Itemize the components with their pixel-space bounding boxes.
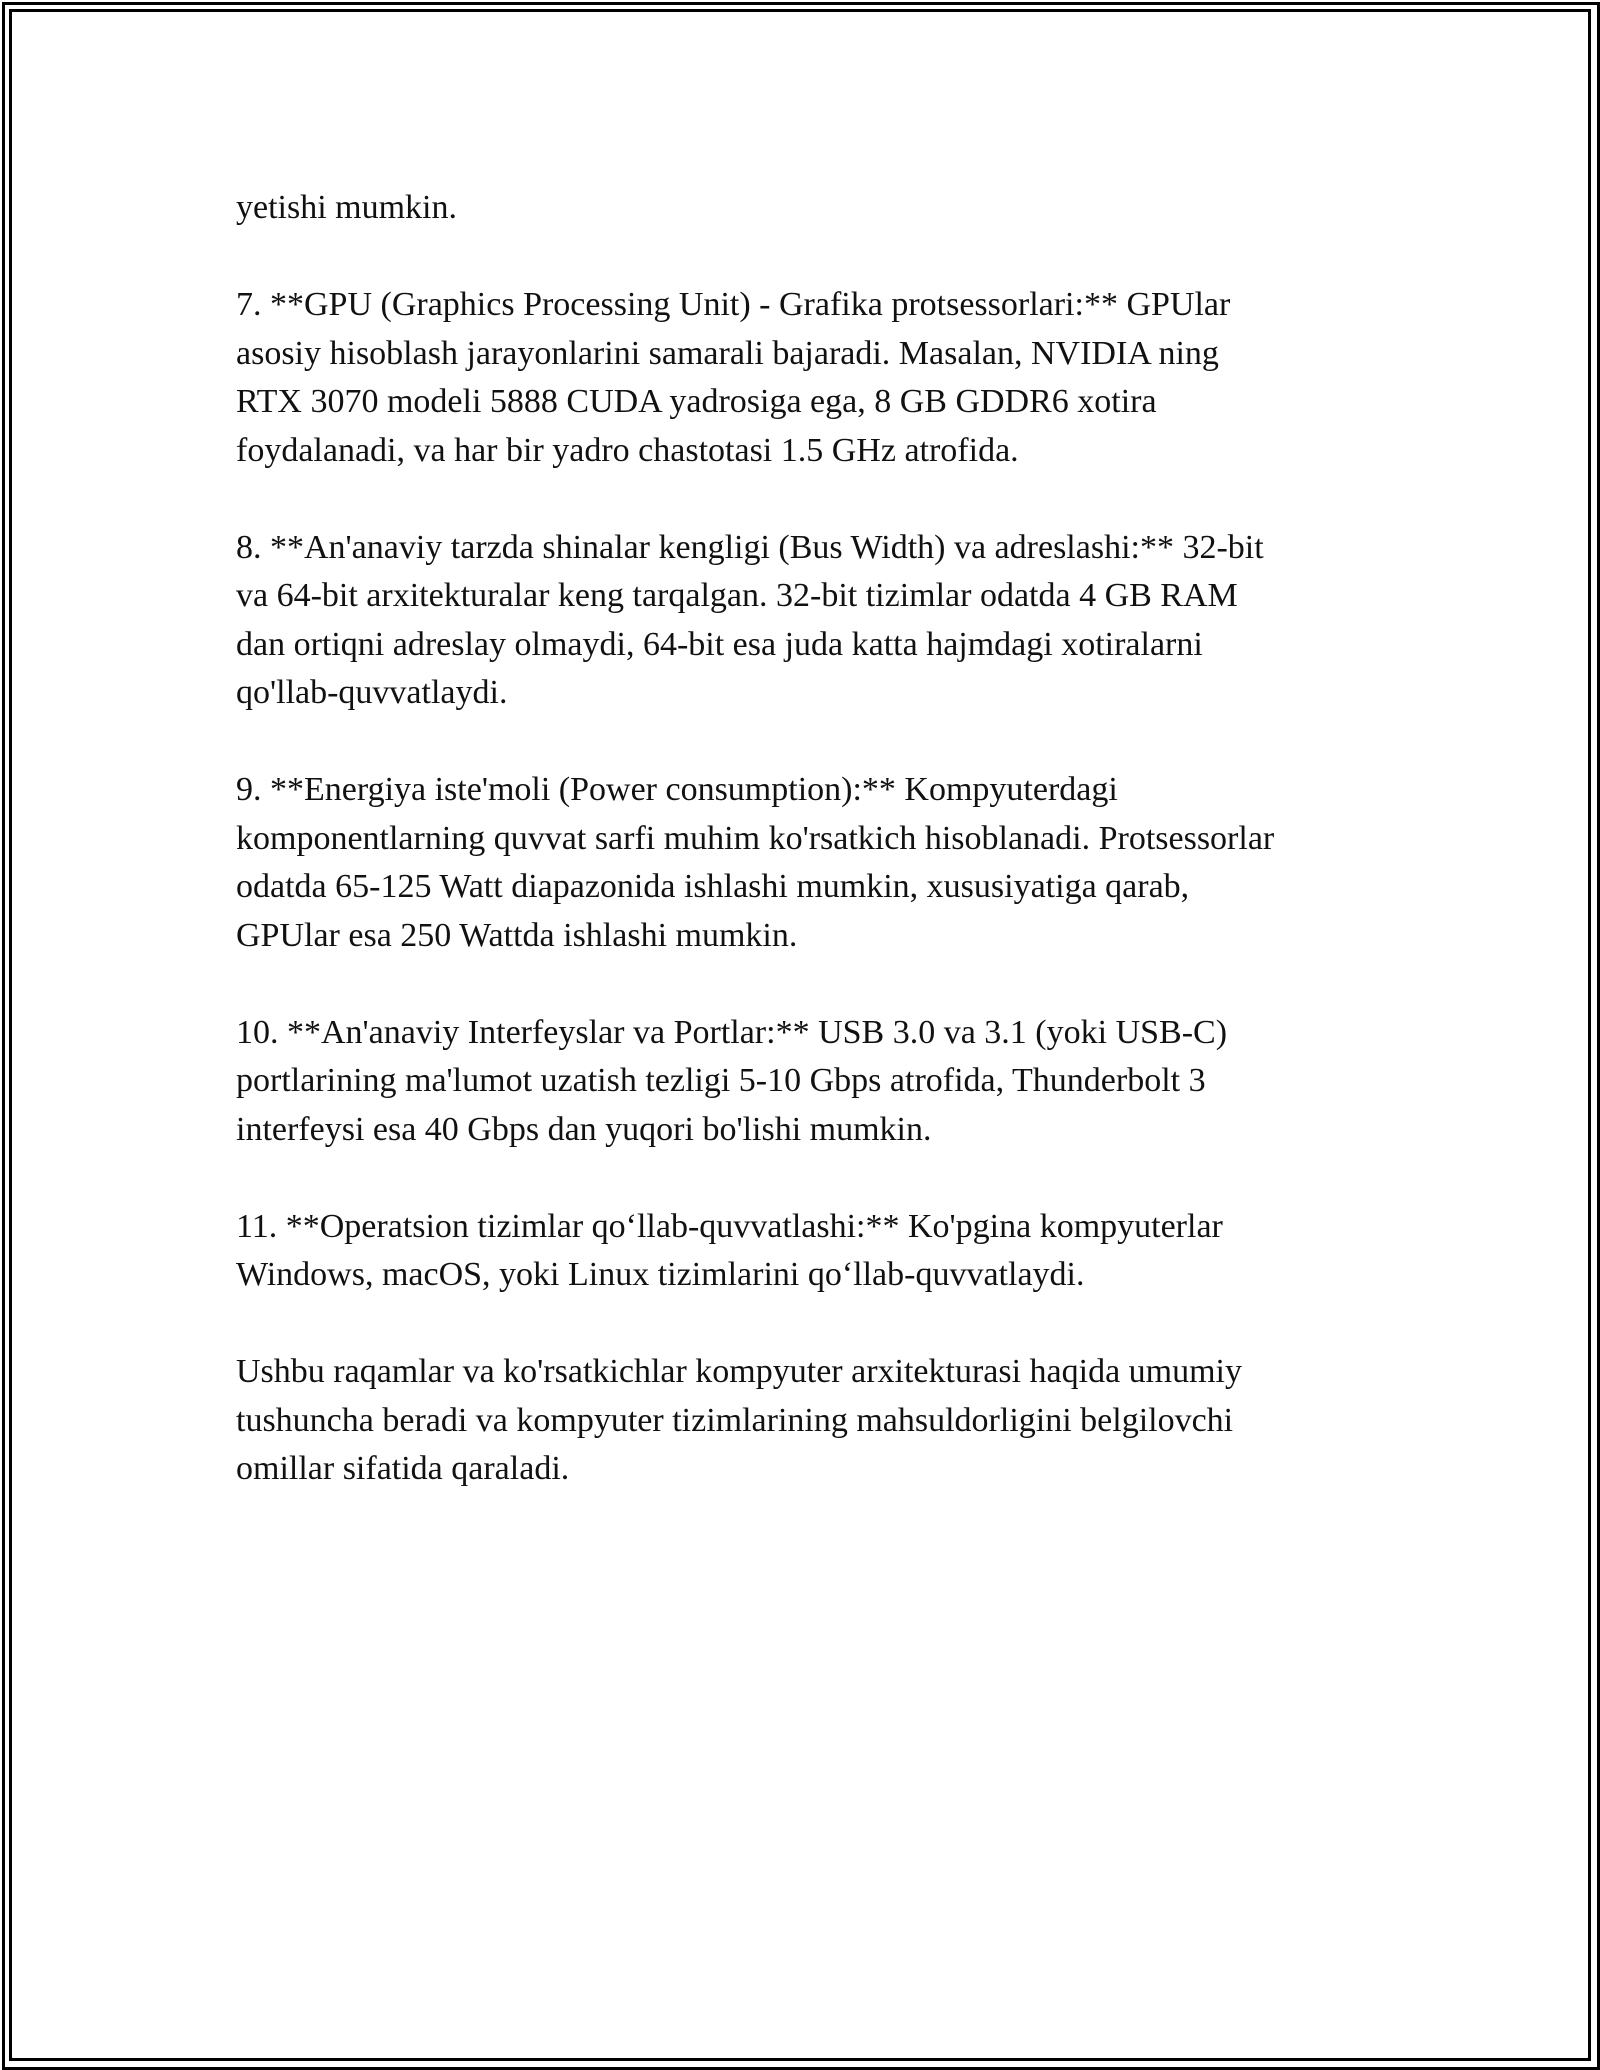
text-line: 8. **An'anaviy tarzda shinalar kengligi (Bus Width) va adreslashi:** 32-bit bbox=[236, 528, 1264, 566]
text-line: interfeysi esa 40 Gbps dan yuqori bo'lishi mumkin. bbox=[236, 1110, 932, 1148]
paragraph-item-10-interfaces bbox=[236, 1009, 1376, 1155]
paragraph-item-9-power bbox=[236, 766, 1376, 960]
paragraph-conclusion bbox=[236, 1348, 1376, 1494]
text-line: asosiy hisoblash jarayonlarini samarali bajaradi. Masalan, NVIDIA ning bbox=[236, 334, 1219, 372]
paragraph-item-11-os bbox=[236, 1203, 1376, 1300]
text-line: 10. **An'anaviy Interfeyslar va Portlar:** USB 3.0 va 3.1 (yoki USB-C) bbox=[236, 1013, 1228, 1051]
text-line: omillar sifatida qaraladi. bbox=[236, 1450, 570, 1487]
text-line: portlarining ma'lumot uzatish tezligi 5-10 Gbps atrofida, Thunderbolt 3 bbox=[236, 1062, 1206, 1099]
text-line: dan ortiqni adreslay olmaydi, 64-bit esa juda katta hajmdagi xotiralarni bbox=[236, 625, 1203, 663]
text-line: 9. **Energiya iste'moli (Power consumption):** Kompyuterdagi bbox=[236, 771, 1118, 808]
text-line: komponentlarning quvvat sarfi muhim ko'rsatkich hisoblanadi. Protsessorlar bbox=[236, 819, 1275, 857]
text-line: yetishi mumkin. bbox=[236, 189, 457, 226]
document-body bbox=[236, 184, 1376, 1494]
text-line: 7. **GPU (Graphics Processing Unit) - Grafika protsessorlari:** GPUlar bbox=[236, 286, 1231, 323]
text-line: tushuncha beradi va kompyuter tizimlarining mahsuldorligini belgilovchi bbox=[236, 1401, 1234, 1439]
paragraph-continuation bbox=[236, 184, 1376, 233]
text-line: va 64-bit arxitekturalar keng tarqalgan. 32-bit tizimlar odatda 4 GB RAM bbox=[236, 577, 1238, 614]
text-line: foydalanadi, va har bir yadro chastotasi 1.5 GHz atrofida. bbox=[236, 431, 1019, 469]
paragraph-item-8-bus-width bbox=[236, 524, 1376, 718]
text-line: qo'llab-quvvatlaydi. bbox=[236, 674, 508, 711]
text-line: Ushbu raqamlar va ko'rsatkichlar kompyuter arxitekturasi haqida umumiy bbox=[236, 1353, 1243, 1390]
text-line: Windows, macOS, yoki Linux tizimlarini qo‘llab-quvvatlaydi. bbox=[236, 1256, 1085, 1293]
text-line: RTX 3070 modeli 5888 CUDA yadrosiga ega, 8 GB GDDR6 xotira bbox=[236, 383, 1157, 420]
text-line: 11. **Operatsion tizimlar qo‘llab-quvvatlashi:** Ko'pgina kompyuterlar bbox=[236, 1207, 1223, 1245]
text-line: odatda 65-125 Watt diapazonida ishlashi mumkin, xususiyatiga qarab, bbox=[236, 868, 1190, 905]
paragraph-item-7-gpu bbox=[236, 281, 1376, 475]
text-line: GPUlar esa 250 Wattda ishlashi mumkin. bbox=[236, 916, 798, 954]
